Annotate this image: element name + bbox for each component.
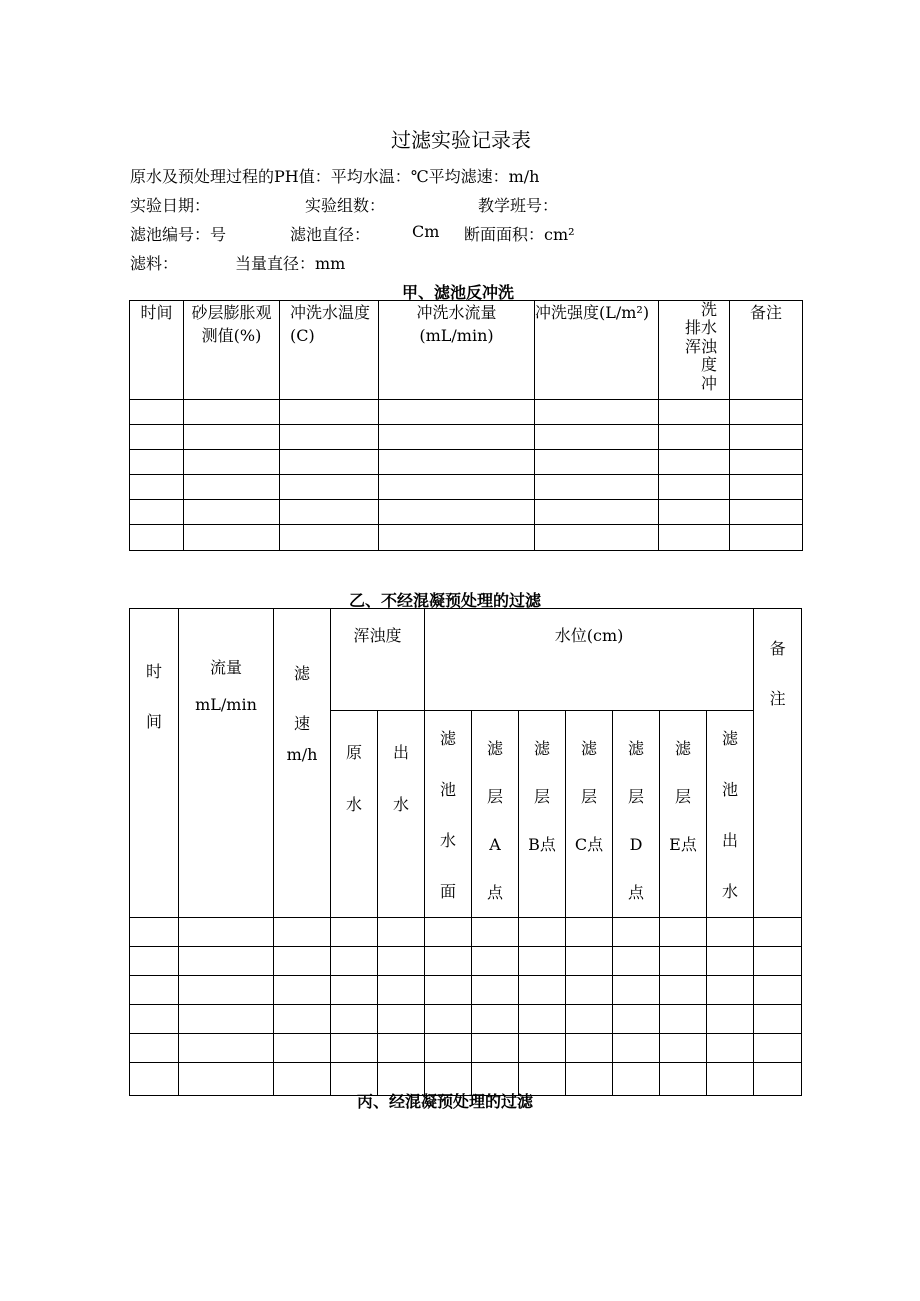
header-row-1 (130, 609, 802, 711)
table-row (130, 947, 802, 976)
page-title: 过滤实验记录表 (391, 128, 531, 152)
header-layer-e: 滤 层 E点 (660, 711, 707, 918)
section-a-title: 甲、滤池反冲洗 (402, 283, 515, 302)
header-water-level: 水位(cm) (425, 609, 754, 711)
header-turbidity: 浑浊度 (331, 609, 425, 711)
table-row (130, 475, 803, 500)
header-layer-a (472, 711, 519, 918)
info-line-ph: 原水及预处理过程的PH值：平均水温：℃平均滤速：m/h (130, 167, 540, 186)
header-flow-unit: mL/min (195, 695, 257, 714)
header-flow-label: 流量 (209, 658, 242, 677)
header-wash-intensity: 冲洗强度(L/m²) (535, 301, 659, 400)
experiment-date-label: 实验日期： (130, 196, 211, 215)
header-note: 备 注 (754, 609, 802, 918)
header-wash-flow: 冲洗水流量 (mL/min) (379, 301, 535, 400)
class-number-label: 教学班号： (478, 196, 559, 215)
table-row (130, 1034, 802, 1063)
table-row (130, 425, 803, 450)
header-layer-d (613, 711, 660, 918)
layer-d-text: 滤 层 D 点 (628, 739, 645, 902)
diameter-unit: Cm (412, 222, 440, 241)
table-row (130, 500, 803, 525)
header-flow (179, 609, 274, 918)
backwash-table (129, 300, 803, 551)
table-row (130, 918, 802, 947)
header-outlet-water: 出 水 (378, 711, 425, 918)
table-header-row (130, 301, 803, 400)
header-time: 时 间 (130, 609, 179, 918)
table-row (130, 1005, 802, 1034)
header-filter-speed (274, 609, 331, 918)
table-row (130, 525, 803, 551)
pool-number-label: 滤池编号：号 (130, 225, 227, 244)
header-pool-surface: 滤 池 水 面 (425, 711, 472, 918)
filtration-table (129, 608, 802, 1096)
header-drain-turbidity: 洗 排水 浑浊 度 冲 (659, 301, 730, 400)
table-row (130, 400, 803, 425)
pool-diameter-label: 滤池直径： (290, 225, 371, 244)
header-layer-b: 滤 层 B点 (519, 711, 566, 918)
header-speed-unit: m/h (286, 745, 318, 764)
filter-media-label: 滤料： (130, 254, 179, 273)
header-layer-c: 滤 层 C点 (566, 711, 613, 918)
header-pool-outlet: 滤 池 出 水 (707, 711, 754, 918)
header-raw-water: 原 水 (331, 711, 378, 918)
section-area-label: 断面面积：cm² (464, 225, 575, 244)
section-b-title: 乙、不经混凝预处理的过滤 (349, 591, 542, 610)
header-time: 时间 (130, 301, 184, 400)
header-sand-expansion: 砂层膨胀观测值(%) (184, 301, 280, 400)
table-row (130, 450, 803, 475)
table-row (130, 976, 802, 1005)
section-c-title: 丙、经混凝预处理的过滤 (357, 1092, 534, 1111)
experiment-group-label: 实验组数： (305, 196, 386, 215)
equivalent-diameter-label: 当量直径：mm (235, 254, 346, 273)
layer-a-text: 滤 层 A 点 (487, 739, 504, 902)
header-wash-temp: 冲洗水温度(C) (280, 301, 379, 400)
header-note: 备注 (730, 301, 803, 400)
header-speed-label: 滤 速 (293, 664, 310, 733)
